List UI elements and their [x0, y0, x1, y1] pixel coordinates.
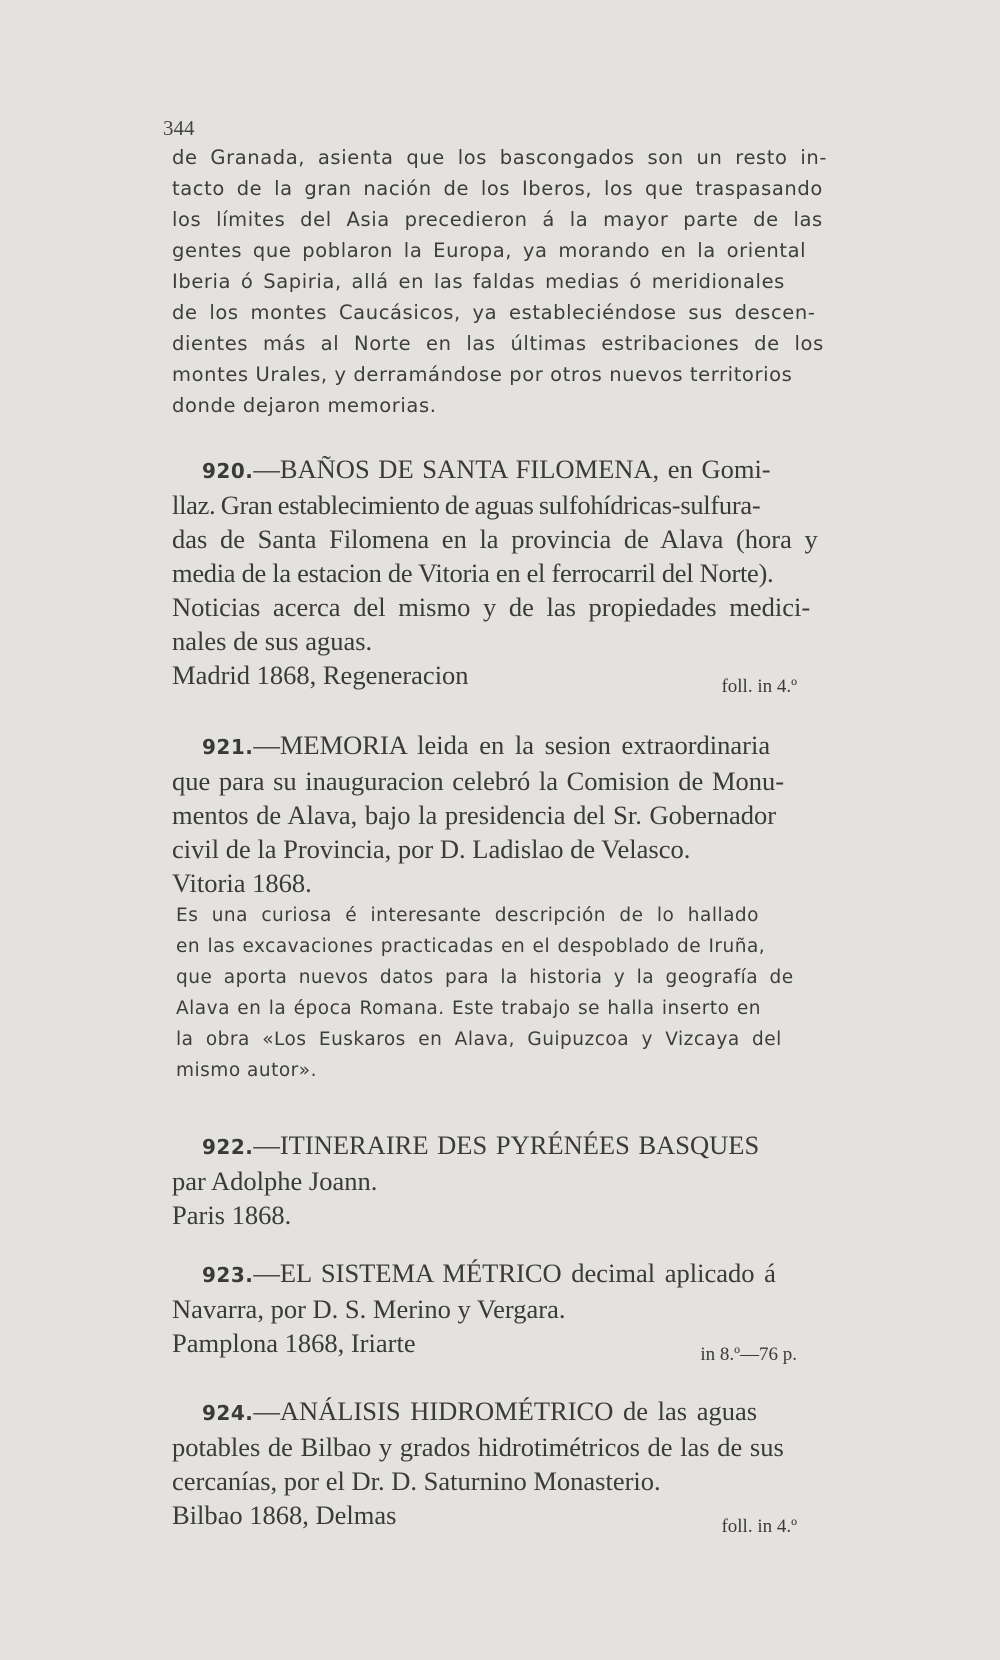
text-line: civil de la Provincia, por D. Ladislao de Velasco.	[172, 834, 691, 864]
text-line: los límites del Asia precedieron á la mayor parte de las	[172, 208, 823, 231]
format: in 8.º—76 p.	[700, 1344, 797, 1365]
text-line: de Granada, asienta que los bascongados son un resto in-	[172, 146, 827, 169]
catalog-entry-922	[172, 1128, 852, 1232]
text-line: montes Urales, y derramándose por otros nuevos territorios	[172, 363, 793, 386]
entry-title: —EL SISTEMA MÉTRICO decimal aplicado á	[253, 1258, 776, 1288]
entry-heading-line	[172, 728, 852, 764]
note-line: que aporta nuevos datos para la historia y la geografía de	[176, 967, 794, 988]
catalog-entry-920	[172, 452, 852, 696]
imprint: Vitoria 1868.	[172, 868, 312, 898]
entry-heading-line	[172, 1394, 852, 1430]
imprint-row	[172, 1326, 852, 1364]
catalog-entry-924	[172, 1394, 852, 1536]
entry-heading-line	[172, 1128, 852, 1164]
text-line: tacto de la gran nación de los Iberos, los que traspasando	[172, 177, 823, 200]
text-line: media de la estacion de Vitoria en el ferrocarril del Norte).	[172, 558, 774, 588]
text-line: das de Santa Filomena en la provincia de Alava (hora y	[172, 524, 818, 554]
note-line: Alava en la época Romana. Este trabajo se halla inserto en	[176, 998, 761, 1019]
text-line: que para su inauguracion celebró la Comision de Monu-	[172, 766, 785, 796]
imprint: Madrid 1868, Regeneracion	[172, 660, 469, 690]
catalog-entry-923	[172, 1256, 852, 1364]
entry-note-921	[176, 900, 846, 1086]
text-line: Navarra, por D. S. Merino y Vergara.	[172, 1294, 566, 1324]
note-line: Es una curiosa é interesante descripción de lo hallado	[176, 905, 759, 926]
entry-number: 924.	[202, 1401, 254, 1425]
entry-title: —ITINERAIRE DES PYRÉNÉES BASQUES	[253, 1130, 760, 1160]
text-line: Iberia ó Sapiria, allá en las faldas medias ó meridionales	[172, 270, 785, 293]
imprint: Bilbao 1868, Delmas	[172, 1500, 397, 1530]
text-line: llaz. Gran establecimiento de aguas sulfohídricas-sulfura-	[172, 490, 761, 520]
note-line: mismo autor».	[176, 1060, 317, 1081]
note-line: en las excavaciones practicadas en el despoblado de Iruña,	[176, 936, 766, 957]
page-number: 344	[163, 116, 195, 140]
entry-title: —ANÁLISIS HIDROMÉTRICO de las aguas	[253, 1396, 758, 1426]
text-line: par Adolphe Joann.	[172, 1166, 378, 1196]
text-line: mentos de Alava, bajo la presidencia del Sr. Gobernador	[172, 800, 777, 830]
entry-title: —BAÑOS DE SANTA FILOMENA, en Gomi-	[253, 454, 771, 484]
imprint-row	[172, 658, 852, 696]
text-line: Noticias acerca del mismo y de las propiedades medici-	[172, 592, 811, 622]
imprint-row	[172, 1498, 852, 1536]
text-line: de los montes Caucásicos, ya estableciéndose sus descen-	[172, 301, 816, 324]
entry-number: 920.	[202, 459, 254, 483]
entry-number: 923.	[202, 1263, 254, 1287]
text-line: gentes que poblaron la Europa, ya morando en la oriental	[172, 239, 807, 262]
text-line: nales de sus aguas.	[172, 626, 373, 656]
imprint: Pamplona 1868, Iriarte	[172, 1328, 416, 1358]
imprint: Paris 1868.	[172, 1200, 292, 1230]
entry-number: 922.	[202, 1135, 254, 1159]
text-line: potables de Bilbao y grados hidrotimétricos de las de sus	[172, 1432, 784, 1462]
catalog-entry-921	[172, 728, 852, 900]
continuation-paragraph	[172, 142, 852, 421]
text-line: donde dejaron memorias.	[172, 394, 437, 417]
entry-number: 921.	[202, 735, 254, 759]
entry-title: —MEMORIA leida en la sesion extraordinaria	[253, 730, 771, 760]
format: foll. in 4.º	[721, 1516, 797, 1537]
note-line: la obra «Los Euskaros en Alava, Guipuzcoa y Vizcaya del	[176, 1029, 782, 1050]
entry-heading-line	[172, 452, 852, 488]
text-line: cercanías, por el Dr. D. Saturnino Monasterio.	[172, 1466, 661, 1496]
text-line: dientes más al Norte en las últimas estribaciones de los	[172, 332, 824, 355]
format: foll. in 4.º	[721, 676, 797, 697]
entry-heading-line	[172, 1256, 852, 1292]
